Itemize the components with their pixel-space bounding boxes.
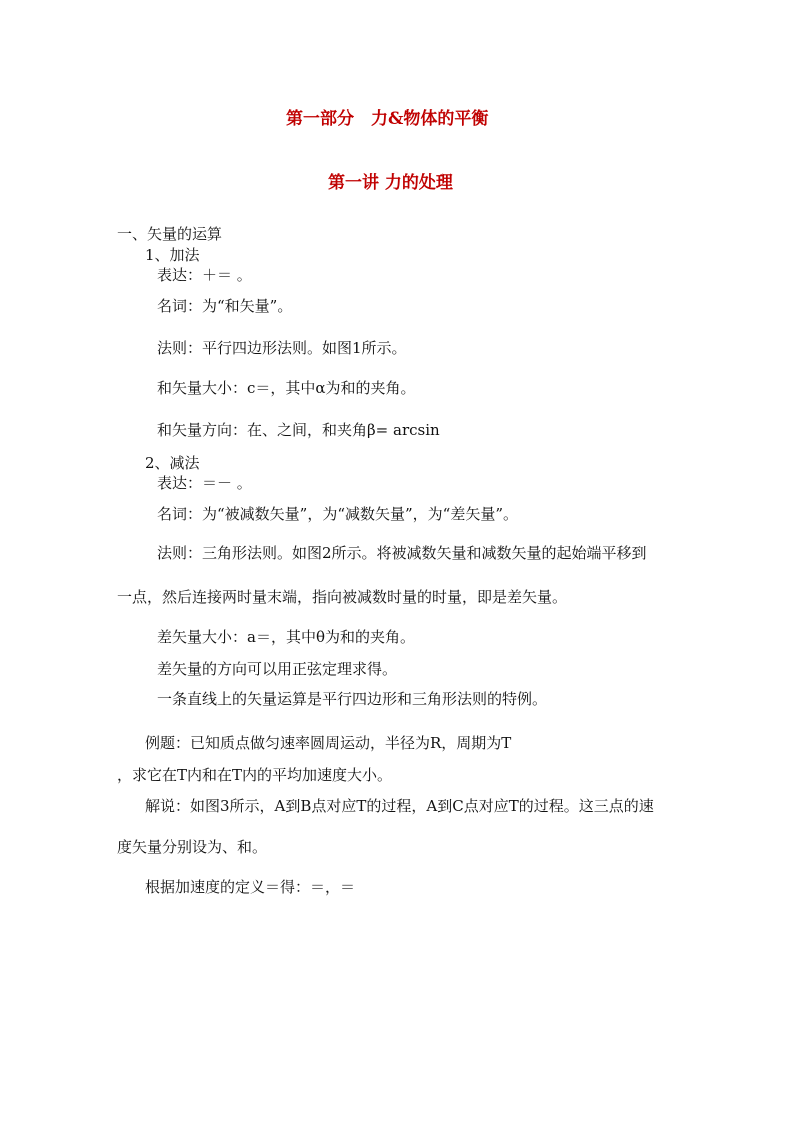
solution-line3: 根据加速度的定义＝得：＝，＝: [145, 878, 356, 896]
addition-direction: 和矢量方向：在、之间，和夹角β= arcsin: [157, 421, 440, 439]
subtraction-direction: 差矢量的方向可以用正弦定理求得。: [157, 660, 398, 678]
addition-rule: 法则：平行四边形法则。如图1所示。: [157, 339, 407, 357]
subtraction-expression: 表达：＝－ 。: [157, 474, 252, 492]
subtraction-rule-line2: 一点，然后连接两时量末端，指向被减数时量的时量，即是差矢量。: [117, 588, 568, 606]
addition-expression: 表达：＋＝ 。: [157, 266, 252, 284]
example-line2: ，求它在T内和在T内的平均加速度大小。: [117, 766, 393, 784]
addition-magnitude: 和矢量大小：c＝，其中α为和的夹角。: [157, 379, 416, 397]
subtraction-magnitude: 差矢量大小：a＝，其中θ为和的夹角。: [157, 628, 415, 646]
addition-heading: 1、加法: [145, 246, 200, 264]
subtraction-heading: 2、减法: [145, 454, 200, 472]
special-case-note: 一条直线上的矢量运算是平行四边形和三角形法则的特例。: [157, 690, 548, 708]
example-line1: 例题：已知质点做匀速率圆周运动，半径为R，周期为T: [145, 734, 512, 752]
lecture-title: 第一讲 力的处理: [328, 173, 453, 193]
solution-line1: 解说：如图3所示，A到B点对应T的过程，A到C点对应T的过程。这三点的速: [145, 797, 654, 815]
part-title: 第一部分 力&物体的平衡: [286, 109, 489, 129]
subtraction-name: 名词：为“被减数矢量”，为“减数矢量”，为“差矢量”。: [157, 505, 519, 523]
section-heading: 一、矢量的运算: [117, 225, 223, 243]
solution-line2: 度矢量分别设为、和。: [117, 838, 268, 856]
subtraction-rule-line1: 法则：三角形法则。如图2所示。将被减数矢量和减数矢量的起始端平移到: [157, 544, 647, 562]
addition-name: 名词：为“和矢量”。: [157, 297, 293, 315]
